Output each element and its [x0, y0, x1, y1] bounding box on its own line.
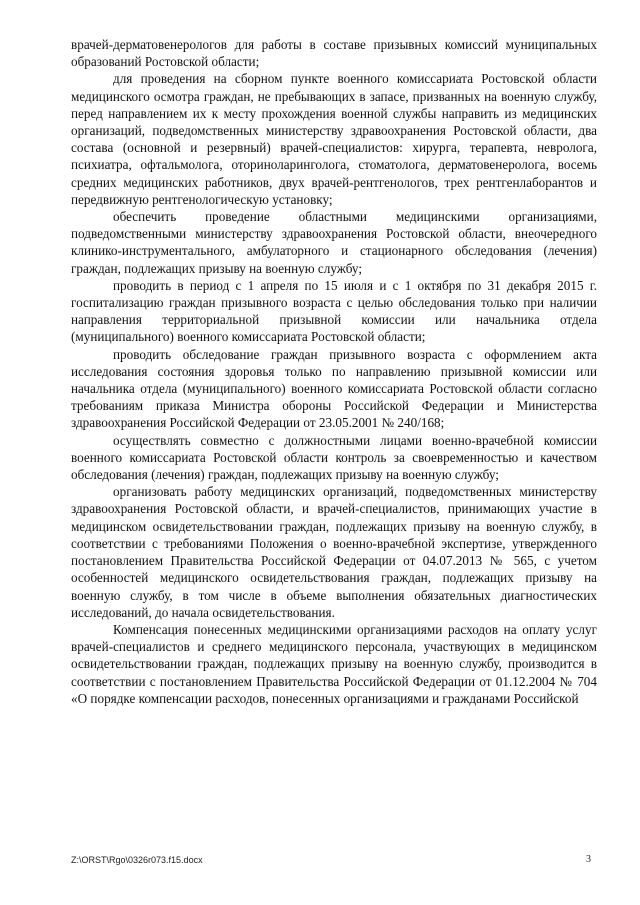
footer-file-path: Z:\ORST\Rgo\0326r073.f15.docx [71, 855, 203, 865]
document-body [71, 36, 597, 707]
paragraph: проводить в период с 1 апреля по 15 июля и с 1 октября по 31 декабря 2015 г. госпитализацию граждан призывного возраста с целью обследования только при наличии направления территориальной призывной комиссии или начальника отдела (муниципального) военного комиссариата Ростовской области; [71, 277, 597, 345]
paragraph: обеспечить проведение областными медицинскими организациями, подведомственными министерству здравоохранения Ростовской области, внеочередного клинико-инструментального, амбулаторного и стационарного обследования (лечения) граждан, подлежащих призыву на военную службу; [71, 209, 597, 276]
paragraph-continuation: врачей-дерматовенерологов для работы в составе призывных комиссий муниципальных образований Ростовской области; [71, 37, 597, 70]
page-number: 3 [586, 854, 591, 865]
paragraph: осуществлять совместно с должностными лицами военно-врачебной комиссии военного комиссариата Ростовской области контроль за своевременностью и качеством обследования (лечения) граждан, подлежащих призыву на военную службу; [71, 432, 597, 483]
paragraph: проводить обследование граждан призывного возраста с оформлением акта исследования состояния здоровья только по направлению призывной комиссии или начальника отдела (муниципального) военного комиссариата Ростовской области согласно требованиям приказа Министра обороны Российской Федерации и Министерства здравоохранения Российской Федерации от 23.05.2001 № 240/168; [71, 346, 597, 431]
paragraph: Компенсация понесенных медицинскими организациями расходов на оплату услуг врачей-специалистов и среднего медицинского персонала, участвующих в медицинском освидетельствовании граждан, подлежащих призыву на военную службу, производится в соответствии с постановлением Правительства Российской Федерации от 01.12.2004 № 704 «О порядке компенсации расходов, понесенных организациями и гражданами Российской [71, 621, 597, 706]
paragraph: для проведения на сборном пункте военного комиссариата Ростовской области медицинского осмотра граждан, не пребывающих в запасе, призванных на военную службу, перед направлением их к месту прохождения военной службы направить из медицинских организаций, подведомственных министерству здравоохранения Ростовской области, два состава (основной и резервный) врачей-специалистов: хирурга, терапевта, невролога, психиатра, офтальмолога, оториноларинголога, стоматолога, дерматовенеролога, восемь средних медицинских работников, двух врачей-рентгенологов, трех рентгенлаборантов и передвижную рентгенологическую установку; [71, 71, 597, 207]
paragraph: организовать работу медицинских организаций, подведомственных министерству здравоохранения Ростовской области, и врачей-специалистов, принимающих участие в медицинском освидетельствовании граждан, подлежащих призыву на военную службу, в соответствии с требованиями Положения о военно-врачебной экспертизе, утвержденного постановлением Правительства Российской Федерации от 04.07.2013 № 565, с учетом особенностей медицинского освидетельствования граждан, подлежащих призыву на военную службу, в том числе в объеме выполнения обязательных диагностических исследований, до начала освидетельствования. [71, 484, 597, 620]
